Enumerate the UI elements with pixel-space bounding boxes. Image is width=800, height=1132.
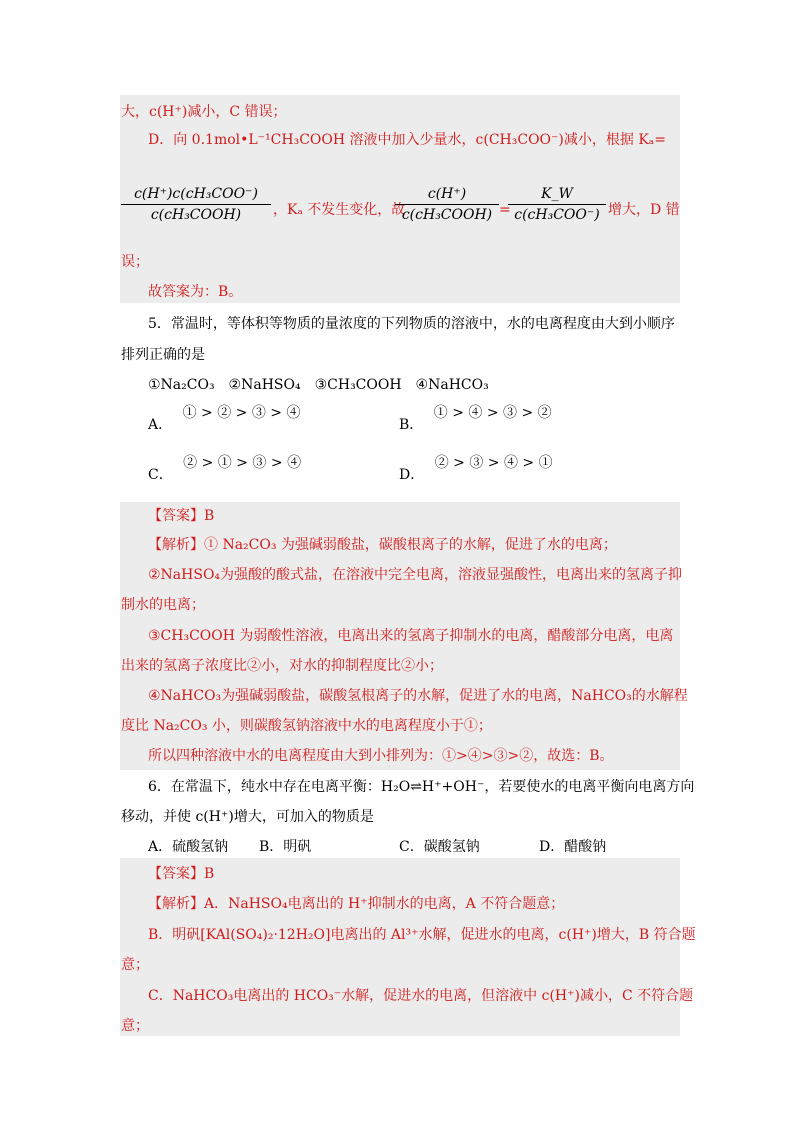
- option-a: [148, 836, 228, 856]
- option-text: 醋酸钠: [564, 839, 607, 855]
- option-letter: A．: [148, 839, 173, 855]
- option-d: [399, 452, 553, 483]
- ka-fraction: [121, 186, 271, 223]
- option-text: ② > ① > ③ > ④: [183, 455, 302, 471]
- fraction-numerator: c(H⁺)c(cH₃COO⁻): [121, 186, 271, 205]
- analysis-line: C．NaHCO₃电离出的 HCO₃⁻水解，促进水的电离，但溶液中 c(H⁺)减小，C 不符合题: [148, 988, 694, 1004]
- option-text: 明矾: [283, 839, 312, 855]
- solution-background-q6: [120, 858, 680, 1036]
- option-c: [399, 836, 480, 856]
- fraction-denominator: c(cH₃COO⁻): [514, 207, 600, 223]
- question-items: ①Na₂CO₃ ②NaHSO₄ ③CH₃COOH ④NaHCO₃: [148, 377, 489, 393]
- option-text: 硫酸氢钠: [172, 839, 229, 855]
- analysis-line: B．明矾[KAl(SO₄)₂·12H₂O]电离出的 Al³⁺水解，促进水的电离，c(H⁺)增大，B 符合题: [148, 927, 696, 943]
- question-stem: 6．在常温下，纯水中存在电离平衡：H₂O⇌H⁺+OH⁻，若要使水的电离平衡向电离方向: [148, 779, 695, 795]
- solution-text: 增大，D 错: [608, 202, 680, 218]
- option-text: ② > ③ > ④ > ①: [434, 455, 553, 471]
- analysis-line: ③CH₃COOH 为弱酸性溶液，电离出来的氢离子抑制水的电离，醋酸部分电离，电离: [148, 628, 674, 644]
- option-letter: D．: [539, 839, 565, 855]
- option-letter: C．: [148, 467, 173, 483]
- solution-line: 大，c(H⁺)减小，C 错误；: [121, 104, 287, 120]
- option-text: ① > ② > ③ > ④: [182, 405, 301, 421]
- question-stem: 移动，并使 c(H⁺)增大，可加入的物质是: [121, 809, 374, 825]
- option-text: 碳酸氢钠: [423, 839, 480, 855]
- option-letter: B．: [259, 839, 284, 855]
- ratio-fraction: [395, 186, 499, 223]
- fraction-denominator: c(cH₃COOH): [401, 207, 493, 223]
- option-c: [148, 452, 302, 483]
- option-letter: D．: [399, 467, 425, 483]
- solution-text: ，Kₐ 不发生变化，故: [273, 202, 406, 218]
- analysis-line: 【解析】① Na₂CO₃ 为强碱弱酸盐，碳酸根离子的水解，促进了水的电离；: [148, 537, 617, 553]
- option-letter: B．: [399, 417, 424, 433]
- analysis-line: 意；: [121, 1018, 149, 1034]
- analysis-line: 意；: [121, 957, 149, 973]
- analysis-line: 度比 Na₂CO₃ 小，则碳酸氢钠溶液中水的电离程度小于①；: [121, 718, 492, 734]
- answer-line: 【答案】B: [148, 508, 215, 524]
- analysis-line: 出来的氢离子浓度比②小，对水的抑制程度比②小；: [121, 658, 443, 674]
- analysis-line: 所以四种溶液中水的电离程度由大到小排列为：①>④>③>②，故选：B。: [148, 748, 614, 764]
- option-letter: C．: [399, 839, 424, 855]
- question-stem: 5．常温时，等体积等物质的量浓度的下列物质的溶液中，水的电离程度由大到小顺序: [148, 316, 675, 332]
- fraction-denominator: c(cH₃COOH): [150, 207, 242, 223]
- analysis-line: 【解析】A．NaHSO₄电离出的 H⁺抑制水的电离，A 不符合题意；: [148, 896, 565, 912]
- option-letter: A．: [148, 417, 173, 433]
- fraction-numerator: c(H⁺): [395, 186, 499, 205]
- analysis-line: ②NaHSO₄为强酸的酸式盐，在溶液中完全电离，溶液显强酸性，电离出来的氢离子抑: [148, 567, 683, 583]
- option-b: [259, 836, 311, 856]
- analysis-line: 制水的电离；: [121, 597, 205, 613]
- option-a: [148, 402, 301, 433]
- analysis-line: ④NaHCO₃为强碱弱酸盐，碳酸氢根离子的水解，促进了水的电离，NaHCO₃的水解程: [148, 688, 688, 704]
- option-d: [539, 836, 606, 856]
- kw-fraction: [508, 186, 606, 223]
- option-text: ① > ④ > ③ > ②: [433, 405, 552, 421]
- option-b: [399, 402, 552, 433]
- equals-sign: =: [499, 202, 511, 218]
- solution-line: 误；: [121, 254, 149, 270]
- fraction-numerator: K_W: [508, 186, 606, 205]
- solution-line: 故答案为：B。: [148, 284, 243, 300]
- answer-line: 【答案】B: [148, 866, 215, 882]
- solution-line: D．向 0.1mol•L⁻¹CH₃COOH 溶液中加入少量水，c(CH₃COO⁻)减小，根据 Kₐ=: [148, 132, 666, 148]
- question-stem: 排列正确的是: [121, 347, 205, 363]
